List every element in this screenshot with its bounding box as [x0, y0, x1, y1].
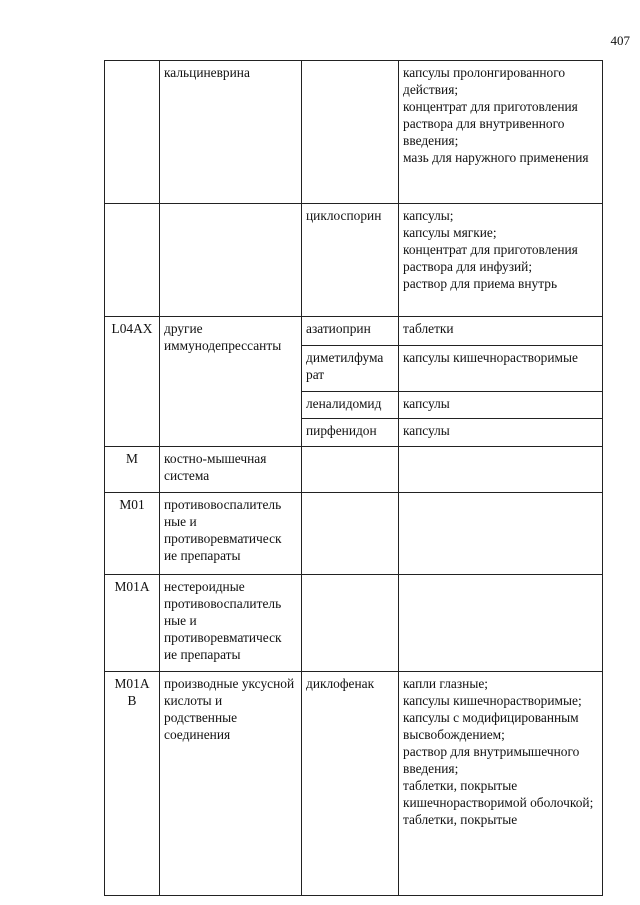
drug-name-cell [302, 493, 399, 575]
atc-code-cell: L04AX [105, 317, 160, 447]
drug-name-cell: азатиоприн [302, 317, 399, 346]
drug-name-cell [302, 447, 399, 493]
atc-code-cell [105, 204, 160, 317]
atc-code-cell: M [105, 447, 160, 493]
atc-code-cell: M01A [105, 575, 160, 672]
table-row [105, 493, 603, 575]
drug-name-cell: диметилфума рат [302, 346, 399, 392]
dosage-form-cell [399, 447, 603, 493]
dosage-form-cell: капсулы кишечнорастворимые [399, 346, 603, 392]
drug-name-cell: диклофенак [302, 672, 399, 896]
atc-code-cell: M01A B [105, 672, 160, 896]
dosage-form-cell [399, 493, 603, 575]
dosage-form-cell: таблетки [399, 317, 603, 346]
group-cell [160, 204, 302, 317]
group-cell: другие иммунодепрессанты [160, 317, 302, 447]
group-cell: производные уксусной кислоты и родственные соединения [160, 672, 302, 896]
atc-code-cell: M01 [105, 493, 160, 575]
drug-name-cell [302, 61, 399, 204]
drug-table [104, 60, 603, 896]
dosage-form-cell: капсулы; капсулы мягкие; концентрат для приготовления раствора для инфузий; раствор для приема внутрь [399, 204, 603, 317]
dosage-form-cell: капсулы пролонгированного действия; концентрат для приготовления раствора для внутривенного введения; мазь для наружного применения [399, 61, 603, 204]
table-row [105, 61, 603, 204]
dosage-form-cell: капсулы [399, 419, 603, 447]
table-row [105, 575, 603, 672]
group-cell: кальциневрина [160, 61, 302, 204]
drug-name-cell [302, 575, 399, 672]
drug-name-cell: леналидомид [302, 392, 399, 419]
dosage-form-cell [399, 575, 603, 672]
table-row [105, 204, 603, 317]
table-row [105, 447, 603, 493]
table-row [105, 672, 603, 896]
group-cell: костно-мышечная система [160, 447, 302, 493]
dosage-form-cell: капсулы [399, 392, 603, 419]
group-cell: нестероидные противовоспалитель ные и противоревматическ ие препараты [160, 575, 302, 672]
drug-name-cell: циклоспорин [302, 204, 399, 317]
dosage-form-cell: капли глазные; капсулы кишечнорастворимые; капсулы с модифицированным высвобождением; раствор для внутримышечного введения; таблетки, покрытые кишечнорастворимой оболочкой; таблетки, покрытые [399, 672, 603, 896]
table-row [105, 317, 603, 346]
group-cell: противовоспалитель ные и противоревматическ ие препараты [160, 493, 302, 575]
drug-name-cell: пирфенидон [302, 419, 399, 447]
page-number: 407 [610, 33, 630, 48]
atc-code-cell [105, 61, 160, 204]
